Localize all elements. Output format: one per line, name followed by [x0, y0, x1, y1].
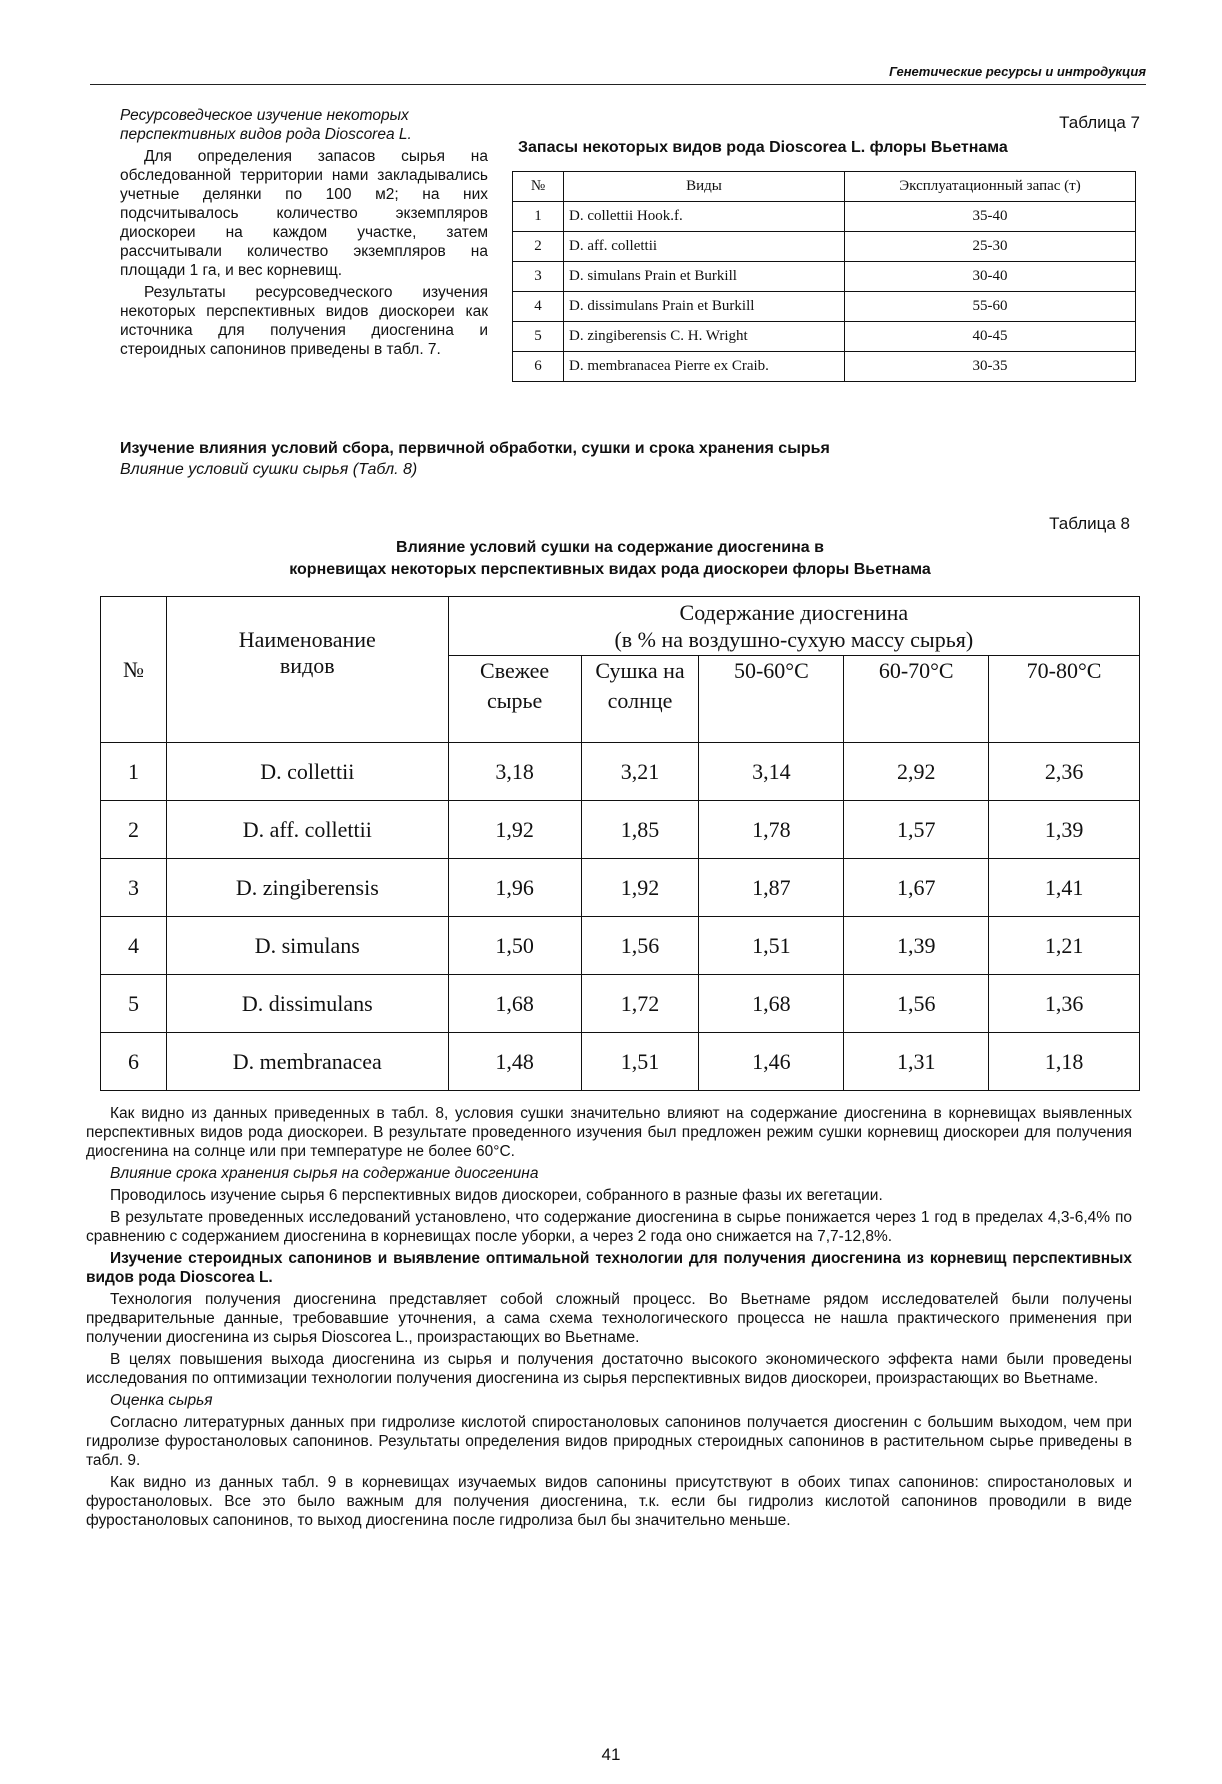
header-text: Наименование — [238, 627, 376, 652]
column-header-sun — [581, 656, 699, 743]
table-row — [101, 859, 1140, 917]
table-cell: 1,85 — [581, 801, 699, 859]
table-cell: D. simulans — [166, 917, 448, 975]
table8-title-line: Влияние условий сушки на содержание диосгенина в — [396, 539, 824, 556]
table-cell: 3,21 — [581, 743, 699, 801]
header-text: солнце — [607, 688, 673, 713]
table-cell: D. aff. collettii — [166, 801, 448, 859]
table-header-row — [101, 597, 1140, 656]
table-cell: D. collettii — [166, 743, 448, 801]
table-cell: D. collettii Hook.f. — [564, 202, 845, 232]
table-cell: 2,36 — [989, 743, 1140, 801]
left-column — [120, 106, 488, 359]
column-header: Виды — [564, 172, 845, 202]
table-cell: 1,36 — [989, 975, 1140, 1033]
subheading-raw-material: Оценка сырья — [110, 1392, 213, 1409]
table-cell: 5 — [101, 975, 167, 1033]
section-heading-resources: Ресурсоведческое изучение некоторых перспективных видов рода Dioscorea L. — [120, 107, 412, 143]
table7 — [512, 171, 1136, 382]
header-text: сырье — [486, 688, 543, 713]
paragraph: Технология получения диосгенина представляет собой сложный процесс. Во Вьетнаме рядом исследователей были получены предварительные данные, требовавшие уточнения, а сама схема технологического процесса не нашла практического применения при получении диосгенина из сырья Dioscorea L., произрастающих во Вьетнаме. — [86, 1291, 1132, 1346]
table-row — [101, 975, 1140, 1033]
table-cell: D. aff. collettii — [564, 232, 845, 262]
table-cell: 1 — [513, 202, 564, 232]
table-cell: 1,31 — [844, 1033, 989, 1091]
column-header-temp3: 70-80°C — [989, 656, 1140, 743]
table-cell: 1,51 — [581, 1033, 699, 1091]
column-header-species — [166, 597, 448, 743]
table-cell: 25-30 — [845, 232, 1136, 262]
table-cell: 1,78 — [699, 801, 844, 859]
table-cell: 6 — [513, 352, 564, 382]
table-cell: 1,48 — [448, 1033, 581, 1091]
subheading-storage: Влияние срока хранения сырья на содержание диосгенина — [110, 1165, 539, 1182]
section-heading-saponins: Изучение стероидных сапонинов и выявление оптимальной технологии для получения диосгенина из корневищ перспективных видов рода Dioscorea L. — [86, 1250, 1132, 1286]
table-cell: 55-60 — [845, 292, 1136, 322]
header-text: Свежее — [480, 658, 550, 683]
running-header: Генетические ресурсы и интродукция — [889, 64, 1146, 79]
table-cell: 1,39 — [989, 801, 1140, 859]
table-cell: 1,56 — [844, 975, 989, 1033]
table-cell: 2 — [513, 232, 564, 262]
column-header-group — [448, 597, 1139, 656]
paragraph: В результате проведенных исследований установлено, что содержание диосгенина в сырье понижается через 1 год в пределах 4,3-6,4% по сравнению с содержанием диосгенина в корневищах после уборки, а через 2 года оно снижается на 7,7-12,8%. — [86, 1209, 1132, 1245]
subheading-drying: Влияние условий сушки сырья (Табл. 8) — [120, 461, 418, 478]
table-cell: 2 — [101, 801, 167, 859]
column-header-temp2: 60-70°C — [844, 656, 989, 743]
table-cell: 1,68 — [448, 975, 581, 1033]
table-cell: 1,87 — [699, 859, 844, 917]
header-rule — [90, 84, 1146, 85]
page-number: 41 — [601, 1745, 621, 1764]
table-row — [101, 1033, 1140, 1091]
column-header-temp1: 50-60°C — [699, 656, 844, 743]
table-cell: 1,67 — [844, 859, 989, 917]
table-cell: D. dissimulans — [166, 975, 448, 1033]
table-cell: D. membranacea — [166, 1033, 448, 1091]
table-cell: 3,14 — [699, 743, 844, 801]
table8-title-line: корневищах некоторых перспективных видах рода диоскореи флоры Вьетнама — [289, 561, 931, 578]
column-header: № — [513, 172, 564, 202]
header-text: видов — [279, 653, 335, 678]
table8-title — [100, 537, 1120, 581]
table-row — [101, 743, 1140, 801]
table-cell: 1,57 — [844, 801, 989, 859]
table-cell: 1,46 — [699, 1033, 844, 1091]
table-cell: 1,72 — [581, 975, 699, 1033]
section-heading-collection: Изучение влияния условий сбора, первичной обработки, сушки и срока хранения сырья — [120, 440, 830, 457]
table-cell: 40-45 — [845, 322, 1136, 352]
table-cell: 1,41 — [989, 859, 1140, 917]
table-cell: 1,56 — [581, 917, 699, 975]
column-header-number: № — [101, 597, 167, 743]
paragraph: Как видно из данных приведенных в табл. 8, условия сушки значительно влияют на содержание диосгенина в корневищах выявленных перспективных видов рода диоскореи. В результате проведенного изучения был предложен режим сушки корневищ диоскореи для получения диосгенина на солнце или при температуре не более 60°C. — [86, 1105, 1132, 1160]
paragraph: Проводилось изучение сырья 6 перспективных видов диоскореи, собранного в разные фазы их вегетации. — [110, 1187, 883, 1204]
table8 — [100, 596, 1140, 1091]
table-cell: 5 — [513, 322, 564, 352]
paragraph: В целях повышения выхода диосгенина из сырья и получения достаточно высокого экономического эффекта нами были проведены исследования по оптимизации технологии получения диосгенина из сырья перспективных видов диоскореи, произрастающих во Вьетнаме. — [86, 1351, 1132, 1387]
table-cell: 30-40 — [845, 262, 1136, 292]
header-text: Сушка на — [595, 658, 685, 683]
table-cell: D. membranacea Pierre ex Craib. — [564, 352, 845, 382]
table-cell: 3,18 — [448, 743, 581, 801]
table-cell: 1,21 — [989, 917, 1140, 975]
table-cell: 1,68 — [699, 975, 844, 1033]
paragraph: Результаты ресурсоведческого изучения некоторых перспективных видов диоскореи как источника для получения диосгенина и стероидных сапонинов приведены в табл. 7. — [120, 284, 488, 358]
paragraph: Для определения запасов сырья на обследованной территории нами закладывались учетные делянки по 100 м2; на них подсчитывалось количество экземпляров диоскореи на каждом участке, затем рассчитывали количество экземпляров на площади 1 га, и вес корневищ. — [120, 148, 488, 279]
table-cell: 1,96 — [448, 859, 581, 917]
table-cell: 1 — [101, 743, 167, 801]
table-row — [101, 801, 1140, 859]
table-cell: 4 — [101, 917, 167, 975]
paragraph: Как видно из данных табл. 9 в корневищах изучаемых видов сапонины присутствуют в обоих типах сапонинов: спиростаноловых и фуростаноловых. Все это было важным для получения диосгенина, т.к. если бы гидролиз кислотой сапонинов проводили в виде фуростаноловых сапонинов, то выход диосгенина после гидролиза был бы значительно меньше. — [86, 1474, 1132, 1529]
table-header-row — [513, 172, 1136, 202]
table-cell: D. zingiberensis — [166, 859, 448, 917]
table-row — [513, 352, 1136, 382]
table-cell: 1,50 — [448, 917, 581, 975]
header-text: (в % на воздушно-сухую массу сырья) — [614, 627, 974, 652]
table-cell: 2,92 — [844, 743, 989, 801]
table-cell: 30-35 — [845, 352, 1136, 382]
table-cell: 35-40 — [845, 202, 1136, 232]
table-cell: 1,18 — [989, 1033, 1140, 1091]
table-cell: 3 — [101, 859, 167, 917]
table-row — [513, 262, 1136, 292]
table-cell: 4 — [513, 292, 564, 322]
table-cell: D. simulans Prain et Burkill — [564, 262, 845, 292]
table-cell: 6 — [101, 1033, 167, 1091]
main-text — [86, 1104, 1132, 1530]
table-cell: 1,92 — [448, 801, 581, 859]
table7-title: Запасы некоторых видов рода Dioscorea L. флоры Вьетнама — [518, 139, 1008, 156]
paragraph: Согласно литературных данных при гидролизе кислотой спиростаноловых сапонинов получается диосгенин с большим выходом, чем при гидролизе фуростаноловых сапонинов. Результаты определения видов природных стероидных сапонинов в растительном сырье приведены в табл. 9. — [86, 1414, 1132, 1469]
column-header: Эксплуатационный запас (т) — [845, 172, 1136, 202]
header-text: Содержание диосгенина — [679, 600, 909, 625]
table-cell: 1,51 — [699, 917, 844, 975]
table-row — [513, 292, 1136, 322]
table-cell: 3 — [513, 262, 564, 292]
column-header-fresh — [448, 656, 581, 743]
table-cell: 1,92 — [581, 859, 699, 917]
table-cell: 1,39 — [844, 917, 989, 975]
table-cell: D. zingiberensis C. H. Wright — [564, 322, 845, 352]
table-row — [513, 322, 1136, 352]
table-row — [101, 917, 1140, 975]
table-cell: D. dissimulans Prain et Burkill — [564, 292, 845, 322]
table-row — [513, 202, 1136, 232]
table-row — [513, 232, 1136, 262]
table8-label: Таблица 8 — [1049, 514, 1130, 533]
table7-label: Таблица 7 — [1059, 113, 1140, 132]
